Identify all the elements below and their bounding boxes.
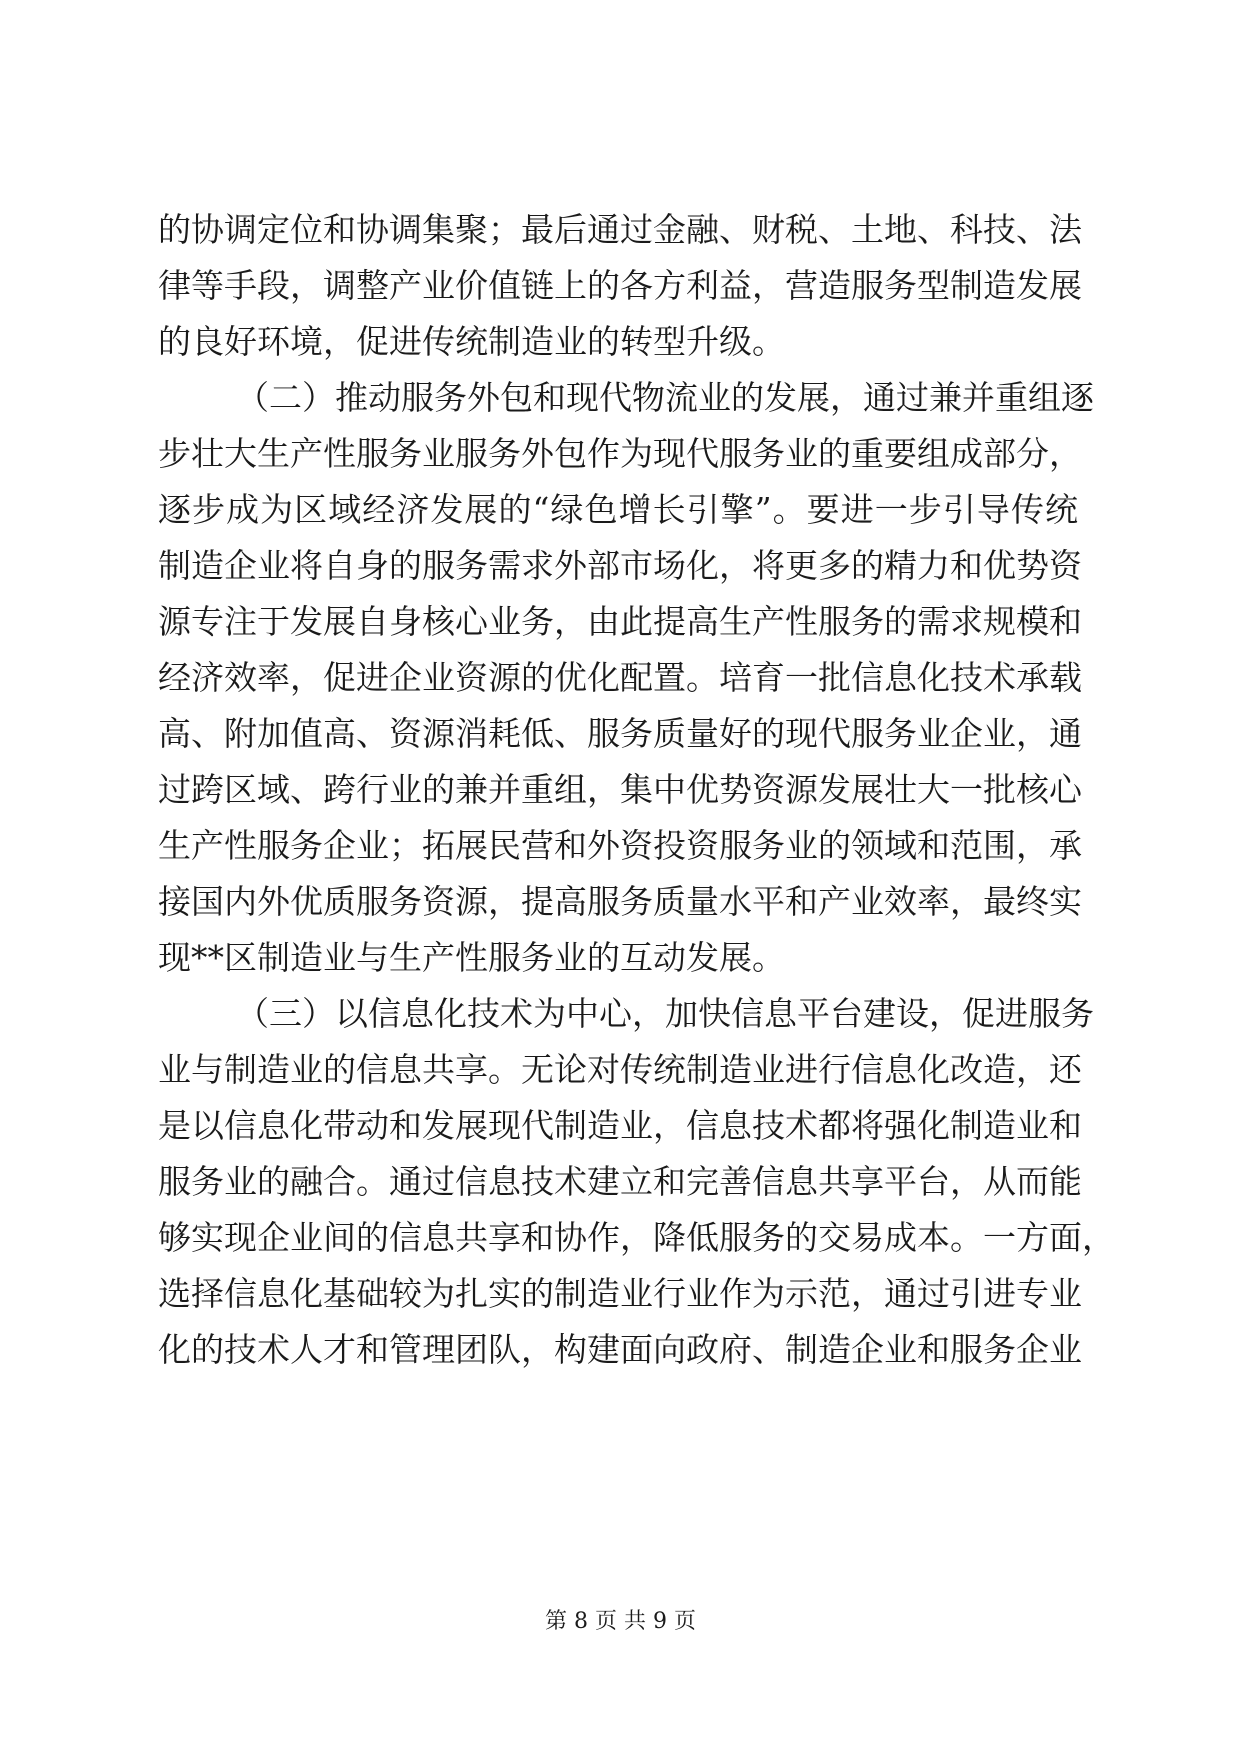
paragraph-3-line-5: 够实现企业间的信息共享和协作，降低服务的交易成本。一方面， (158, 1218, 1115, 1257)
paragraph-1-line-2: 律等手段，调整产业价值链上的各方利益，营造服务型制造发展 (158, 266, 1082, 305)
paragraph-3-line-7: 化的技术人才和管理团队，构建面向政府、制造企业和服务企业 (158, 1330, 1082, 1369)
paragraph-2-line-9: 生产性服务企业；拓展民营和外资投资服务业的领域和范围，承 (158, 826, 1082, 865)
paragraph-2-line-3: 逐步成为区域经济发展的“绿色增长引擎”。要进一步引导传统 (158, 490, 1078, 529)
paragraph-2-line-1: （二）推动服务外包和现代物流业的发展，通过兼并重组逐 (236, 378, 1094, 417)
paragraph-1-line-3: 的良好环境，促进传统制造业的转型升级。 (158, 322, 785, 361)
paragraph-2-line-7: 高、附加值高、资源消耗低、服务质量好的现代服务业企业，通 (158, 714, 1082, 753)
paragraph-2-line-2: 步壮大生产性服务业服务外包作为现代服务业的重要组成部分， (158, 434, 1082, 473)
paragraph-2-line-10: 接国内外优质服务资源，提高服务质量水平和产业效率，最终实 (158, 882, 1082, 921)
page-number-footer: 第 8 页 共 9 页 (545, 1609, 696, 1634)
paragraph-3-line-4: 服务业的融合。通过信息技术建立和完善信息共享平台，从而能 (158, 1162, 1082, 1201)
paragraph-3-line-3: 是以信息化带动和发展现代制造业，信息技术都将强化制造业和 (158, 1106, 1082, 1145)
paragraph-3-line-2: 业与制造业的信息共享。无论对传统制造业进行信息化改造，还 (158, 1050, 1082, 1089)
paragraph-2-line-11: 现**区制造业与生产性服务业的互动发展。 (158, 938, 785, 977)
paragraph-3-line-6: 选择信息化基础较为扎实的制造业行业作为示范，通过引进专业 (158, 1274, 1082, 1313)
paragraph-2-line-8: 过跨区域、跨行业的兼并重组，集中优势资源发展壮大一批核心 (158, 770, 1082, 809)
paragraph-1-line-1: 的协调定位和协调集聚；最后通过金融、财税、土地、科技、法 (158, 210, 1082, 249)
paragraph-2-line-4: 制造企业将自身的服务需求外部市场化，将更多的精力和优势资 (158, 546, 1082, 585)
paragraph-2-line-6: 经济效率，促进企业资源的优化配置。培育一批信息化技术承载 (158, 658, 1082, 697)
paragraph-3-line-1: （三）以信息化技术为中心，加快信息平台建设，促进服务 (236, 994, 1094, 1033)
paragraph-2-line-5: 源专注于发展自身核心业务，由此提高生产性服务的需求规模和 (158, 602, 1082, 641)
